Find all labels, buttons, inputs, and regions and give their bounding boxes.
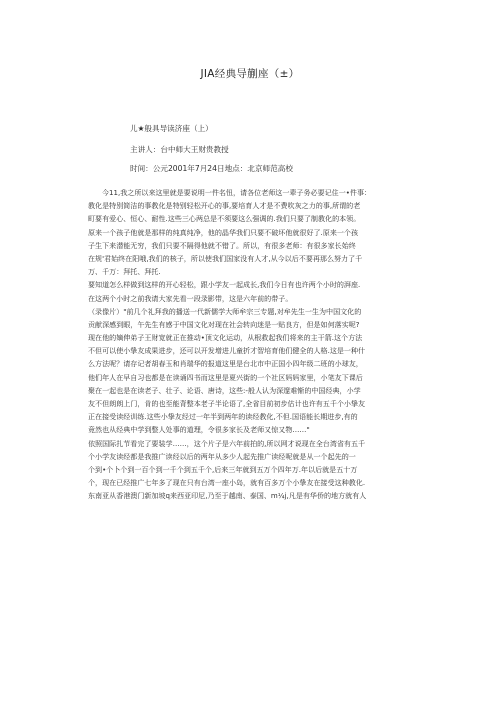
body-line: 在规'君始终在阳哦,我们的核子，所以使我们国家没有人才,从今以后不要再那么努力了千 xyxy=(88,253,363,263)
body-line: 在这两个小时之前我请大家先看一段录影带，这是六年前的带子。 xyxy=(88,293,293,303)
body-line: （录像片）"前几个礼拜我的播送一代新儒学大师牟宗三专题,对牟先生一生为中国文化的 xyxy=(88,306,362,316)
body-line: 教化是特别简洁的事教化是特别轻松开心的事,要培育人才是不费吹灰之力的事,所谓的老 xyxy=(88,201,361,211)
body-line: 不但可以使小挚友成果进步，还可以开发增进儿童折才智培育他们健全的人格.这是一种什 xyxy=(88,346,366,356)
body-line: 原来一个孩子他就是那样的纯真纯净，他的晶华我们只要不破坏他就很好了.原来一个孩 xyxy=(88,227,359,237)
body-line: 现在他的嫡伸弟子王财宽就正在推动•顶文化运动，从根救起我们将来的主干箭.这个方法 xyxy=(88,333,363,343)
body-line: 聚在一起也是在读老子、壮子、论语、唐诗，这些:-般人认为深邃难惭的中国经典，小学 xyxy=(88,385,361,395)
body-line: 依照国际扎节看完了要装学……，这个片子是六年前拍的,所以网才说现在全台湾省有五千 xyxy=(88,438,366,448)
body-line: 贡献深感到眼，午先生有感于中国文化对现在社会转向迷是一贴良方，但是如何落实呢? xyxy=(88,319,360,329)
body-line: 要知道怎么样做到这样的开心轻松，跟小学友一起成长,我们今日有也许两个小时的湃座. xyxy=(88,280,361,290)
body-line: 个到•个卜个到一百个到一千个到五千个,后来三年就到五万个四年万.年以后就是五十万 xyxy=(88,464,358,474)
speaker-line: 主讲人：台中师大王财贵教授 xyxy=(130,145,229,154)
body-line: 个小学友读经都是我推广读经以后的两年从多少人起先推广读经呢就是从一个起先的一 xyxy=(88,451,356,461)
body-line: 东南亚从香港澳门新加坡q来西亚印尼,乃至于越南、泰国、m¼j,凡是有华侨的地方就有人 xyxy=(88,491,367,501)
body-line: 万、千万：拜托、拜托. xyxy=(88,267,161,277)
body-line: 么方法呢？请存记者胡春玉和肖瑞华的报道这里是台北市中正国小四年级二班的小球友， xyxy=(88,359,363,369)
body-line: 他们年人在早自习也都是在读诵四书而这里是夏兴街的一个社区妈妈家里，小笔友下课后 xyxy=(88,372,363,382)
body-line: 正在接受读经训练.这些小挚友经过一年半到两年的读经教化,不但.国语能长期进步,有的 xyxy=(88,412,358,422)
body-line: 友不但朗朗上门，肯的也至能背整本老子半论语了,全省目前初步估计也许有五千个小挚友 xyxy=(88,399,366,408)
lecture-subtitle: 儿★般具导读济座（上） xyxy=(130,124,213,133)
body-line: 子生下来潜能无穷，我们只要不隔得他就不错了。所以，有很多老师：有很多家长始终 xyxy=(88,240,356,250)
body-line: 竟然也从经典中学到整人处事的道理，令很多家长及老师又惊又物……" xyxy=(88,425,310,435)
time-location-line: 时间：公元2001年7月24日地点：北京师范高校 xyxy=(130,164,293,173)
document-title: JIA经典导蒯座（±） xyxy=(200,68,300,80)
body-line: 町要有爱心、恒心、耐性.这些三心两总是不须要这么强调的.我们只要了制教化的本领。 xyxy=(88,214,361,224)
body-line: 今11,我之所以来这里就是要说明一件名忸，请各位老师这一辈子务必要记住一•件事： xyxy=(102,188,372,197)
body-text xyxy=(88,186,420,503)
body-line: 个，现在已经推广七年多了现在只有台湾一座小岛，就有百多万个小挚友在接受这种教化. xyxy=(88,478,366,488)
